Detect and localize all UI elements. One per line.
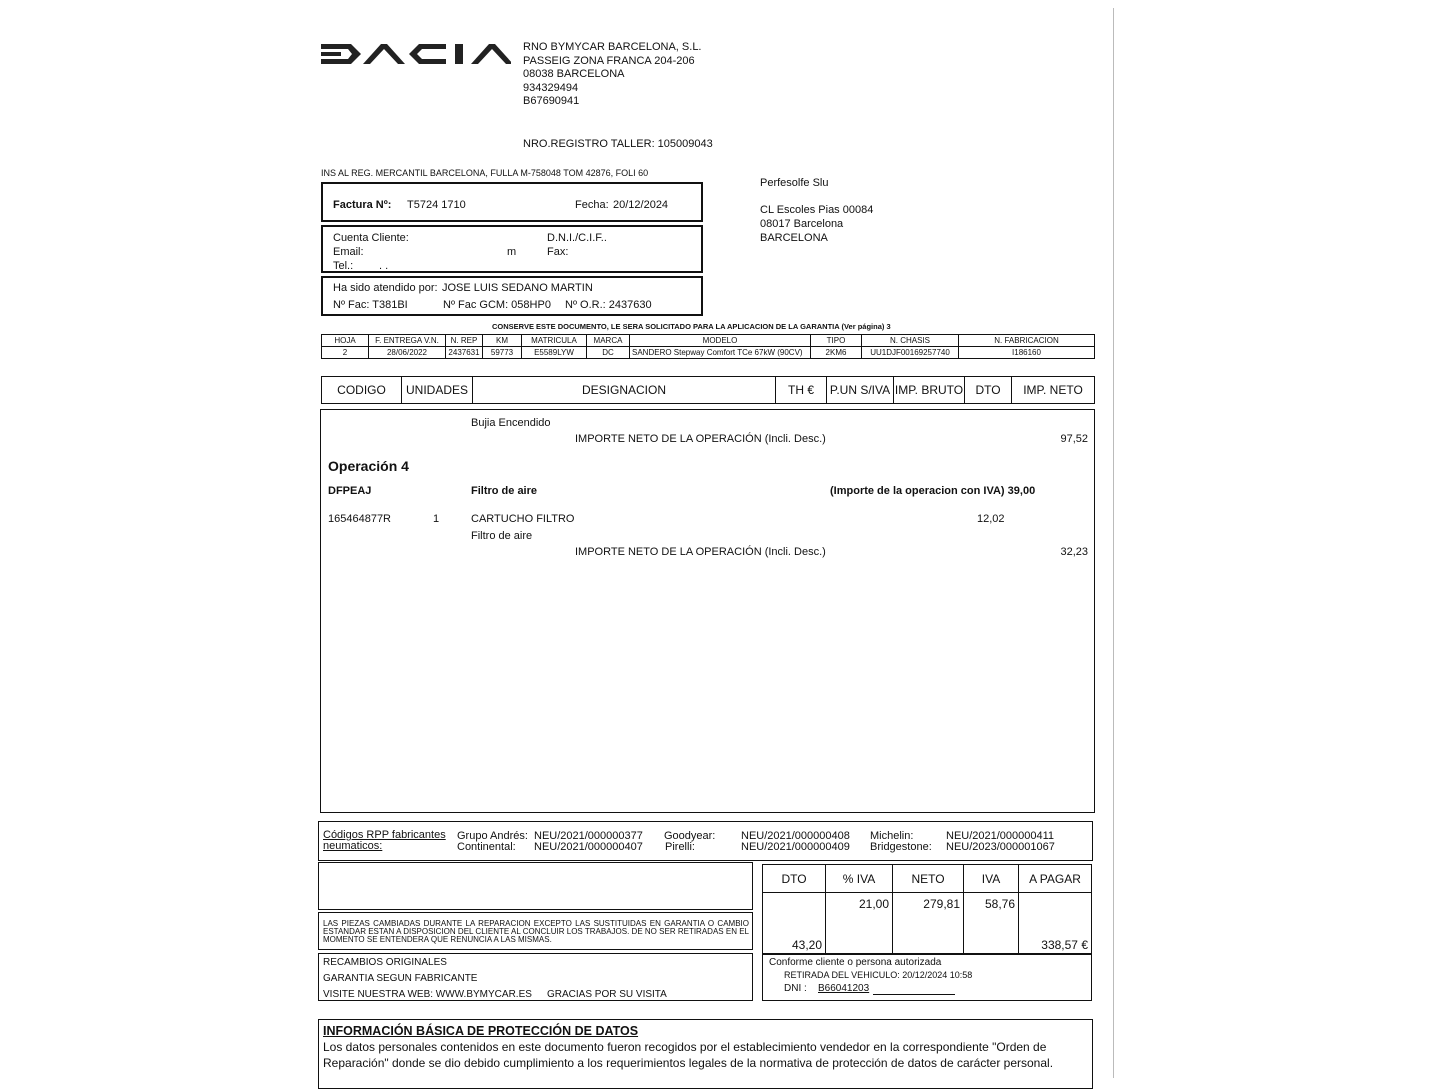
company-block xyxy=(523,41,702,109)
tot-h-pagar: A PAGAR xyxy=(1019,865,1092,893)
lines-body xyxy=(320,409,1095,813)
recipient-block xyxy=(760,176,873,245)
rpp-michelin: Michelin: xyxy=(870,830,914,842)
privacy-title: INFORMACIÓN BÁSICA DE PROTECCIÓN DE DATOS xyxy=(323,1024,639,1038)
vv-matricula: E5589LYW xyxy=(522,347,587,359)
vv-km: 59773 xyxy=(483,347,522,359)
vv-nrep: 2437631 xyxy=(446,347,483,359)
rpp-label-1: Códigos RPP fabricantes xyxy=(323,829,446,841)
privacy-box xyxy=(318,1019,1093,1089)
dacia-logo xyxy=(321,42,511,66)
rpp-goodyear: Goodyear: xyxy=(664,830,716,842)
vv-entrega: 28/06/2022 xyxy=(369,347,446,359)
company-name: RNO BYMYCAR BARCELONA, S.L. xyxy=(523,41,702,53)
col-unidades: UNIDADES xyxy=(402,377,473,404)
recipient-zip: 08017 Barcelona xyxy=(760,218,844,230)
fax-label: Fax: xyxy=(547,246,569,258)
attended-name: JOSE LUIS SEDANO MARTIN xyxy=(442,282,593,294)
numero-or: Nº O.R.: 2437630 xyxy=(565,299,652,311)
dni-sign-label: DNI : xyxy=(784,983,807,994)
vh-nrep: N. REP xyxy=(446,335,483,347)
footer-garantia: GARANTIA SEGUN FABRICANTE xyxy=(323,973,478,984)
col-codigo: CODIGO xyxy=(322,377,402,404)
rpp-label-2: neumaticos: xyxy=(323,840,383,852)
vh-km: KM xyxy=(483,335,522,347)
rpp-bridgestone: Bridgestone: xyxy=(870,841,932,853)
vh-marca: MARCA xyxy=(587,335,630,347)
vv-chasis: UU1DJF00169257740 xyxy=(862,347,959,359)
recipient-street: CL Escoles Pias 00084 xyxy=(760,204,874,216)
tel-label: Tel.: xyxy=(333,260,354,272)
col-th: TH € xyxy=(776,377,827,404)
tot-neto: 279,81 xyxy=(893,893,964,955)
company-cif: B67690941 xyxy=(523,95,580,107)
line-bujia: Bujia Encendido xyxy=(471,417,551,429)
rpp-goodyear-val: NEU/2021/000000408 xyxy=(741,830,850,842)
line-importe-2: 32,23 xyxy=(1060,546,1088,558)
rpp-continental: Continental: xyxy=(457,841,516,853)
col-bruto: IMP. BRUTO xyxy=(894,377,965,404)
tot-iva-pct: 21,00 xyxy=(826,893,893,955)
fecha-value: 20/12/2024 xyxy=(613,199,669,211)
privacy-text-1: Los datos personales contenidos en este documento fueron recogidos por el establecimiento vendedor en la correspondiente "Orden de xyxy=(323,1040,1047,1054)
email-label: Email: xyxy=(333,246,364,258)
col-designacion: DESIGNACION xyxy=(473,377,776,404)
item-code: 165464877R xyxy=(328,513,392,525)
blank-box xyxy=(318,862,753,910)
retirada-label: RETIRADA DEL VEHICULO: 20/12/2024 10:58 xyxy=(784,970,973,980)
company-city: 08038 BARCELONA xyxy=(523,68,625,80)
line-importe-1: 97,52 xyxy=(1060,433,1088,445)
rpp-label xyxy=(323,830,446,852)
rpp-bridgestone-val: NEU/2023/000001067 xyxy=(946,841,1055,853)
footer-gracias: GRACIAS POR SU VISITA xyxy=(547,989,667,1000)
vv-tipo: 2KM6 xyxy=(811,347,862,359)
item-name: CARTUCHO FILTRO xyxy=(471,513,575,525)
item-price: 12,02 xyxy=(977,513,1005,525)
page-edge-line xyxy=(1113,8,1114,1078)
signature-line xyxy=(873,994,955,995)
tot-h-dto: DTO xyxy=(763,865,826,893)
item-units: 1 xyxy=(433,513,440,525)
tot-dto: 43,20 xyxy=(763,893,826,955)
rpp-box xyxy=(318,821,1093,861)
recipient-city: BARCELONA xyxy=(760,232,828,244)
tot-iva: 58,76 xyxy=(964,893,1019,955)
rpp-grupo-andres-val: NEU/2021/000000377 xyxy=(534,830,643,842)
recipient-name: Perfesolfe Slu xyxy=(760,177,829,189)
vh-entrega: F. ENTREGA V.N. xyxy=(369,335,446,347)
conserve-notice: CONSERVE ESTE DOCUMENTO, LE SERA SOLICITADO PARA LA APLICACION DE LA GARANTIA (Ver página) 3 xyxy=(492,322,891,331)
vh-modelo: MODELO xyxy=(630,335,811,347)
totals-table xyxy=(762,864,1092,955)
footer-right-box xyxy=(762,953,1092,1001)
nfac: Nº Fac: T381BI xyxy=(333,299,408,311)
registro-taller: NRO.REGISTRO TALLER: 105009043 xyxy=(523,138,713,150)
footer-recambios: RECAMBIOS ORIGINALES xyxy=(323,957,447,968)
tot-h-neto: NETO xyxy=(893,865,964,893)
line-importe-label-2: IMPORTE NETO DE LA OPERACIÓN (Incli. Desc.) xyxy=(575,546,826,558)
footer-left-box xyxy=(318,953,753,1001)
operacion-name: Filtro de aire xyxy=(471,485,538,497)
vv-modelo: SANDERO Stepway Comfort TCe 67kW (90CV) xyxy=(630,347,811,359)
tot-h-iva-pct: % IVA xyxy=(826,865,893,893)
nfac-gcm: Nº Fac GCM: 058HP0 xyxy=(443,299,551,311)
factura-number: T5724 1710 xyxy=(407,199,466,211)
footer-web: VISITE NUESTRA WEB: WWW.BYMYCAR.ES xyxy=(323,989,532,1000)
vh-matricula: MATRICULA xyxy=(522,335,587,347)
rpp-pirelli: Pirelli: xyxy=(665,841,695,853)
registro-mercantil: INS AL REG. MERCANTIL BARCELONA, FULLA M-758048 TOM 42876, FOLI 60 xyxy=(321,168,649,178)
rpp-michelin-val: NEU/2021/000000411 xyxy=(946,830,1055,842)
item-sub: Filtro de aire xyxy=(471,530,533,542)
cuenta-label: Cuenta Cliente: xyxy=(333,232,409,244)
vehicle-header-row xyxy=(322,335,1095,347)
factura-label: Factura Nº: xyxy=(333,199,392,211)
tot-pagar: 338,57 € xyxy=(1019,893,1092,955)
conforme-label: Conforme cliente o persona autorizada xyxy=(769,957,942,968)
attended-box xyxy=(321,276,703,316)
piezas-box xyxy=(318,912,753,950)
rpp-pirelli-val: NEU/2021/000000409 xyxy=(741,841,850,853)
lines-header xyxy=(321,376,1095,404)
piezas-notice: LAS PIEZAS CAMBIADAS DURANTE LA REPARACION EXCEPTO LAS SUSTITUIDAS EN GARANTIA O CAMBIO ESTANDAR ESTAN A DISPOSICION DEL CLIENTE AL CONCLUIR LOS TRABAJOS. DE NO SER RETIRADAS EN EL MOMENTO SE ENTENDERA QUE RENUNCIA A LAS MISMAS. xyxy=(323,919,749,944)
operacion-code: DFPEAJ xyxy=(328,485,372,497)
email-m: m xyxy=(507,246,517,258)
dni-label: D.N.I./C.I.F.. xyxy=(547,232,607,244)
fecha-label: Fecha: xyxy=(575,199,609,211)
vh-fabricacion: N. FABRICACION xyxy=(959,335,1095,347)
col-neto: IMP. NETO xyxy=(1012,377,1095,404)
vv-marca: DC xyxy=(587,347,630,359)
vv-hoja: 2 xyxy=(322,347,369,359)
invoice-box xyxy=(321,182,703,222)
vehicle-value-row xyxy=(322,347,1095,359)
dni-sign-value: B66041203 xyxy=(818,983,870,994)
client-box xyxy=(321,225,703,273)
operacion-title: Operación 4 xyxy=(328,458,409,474)
privacy-text-2: Reparación" donde se dio debido cumplimiento a los requerimientos legales de la normativa de protección de datos de carácter personal. xyxy=(323,1056,1054,1070)
operacion-iva: (Importe de la operacion con IVA) 39,00 xyxy=(830,485,1036,497)
tel-value: . . xyxy=(379,260,389,272)
vh-tipo: TIPO xyxy=(811,335,862,347)
rpp-continental-val: NEU/2021/000000407 xyxy=(534,841,643,853)
company-phone: 934329494 xyxy=(523,81,579,94)
company-address: PASSEIG ZONA FRANCA 204-206 xyxy=(523,54,695,67)
vh-chasis: N. CHASIS xyxy=(862,335,959,347)
vehicle-table xyxy=(321,334,1095,359)
tot-h-iva: IVA xyxy=(964,865,1019,893)
col-pun: P.UN S/IVA xyxy=(827,377,894,404)
attended-label: Ha sido atendido por: xyxy=(333,282,438,294)
rpp-grupo-andres: Grupo Andrés: xyxy=(457,830,528,842)
line-importe-label-1: IMPORTE NETO DE LA OPERACIÓN (Incli. Desc.) xyxy=(575,433,826,445)
vv-fabricacion: I186160 xyxy=(959,347,1095,359)
col-dto: DTO xyxy=(965,377,1012,404)
vh-hoja: HOJA xyxy=(322,335,369,347)
